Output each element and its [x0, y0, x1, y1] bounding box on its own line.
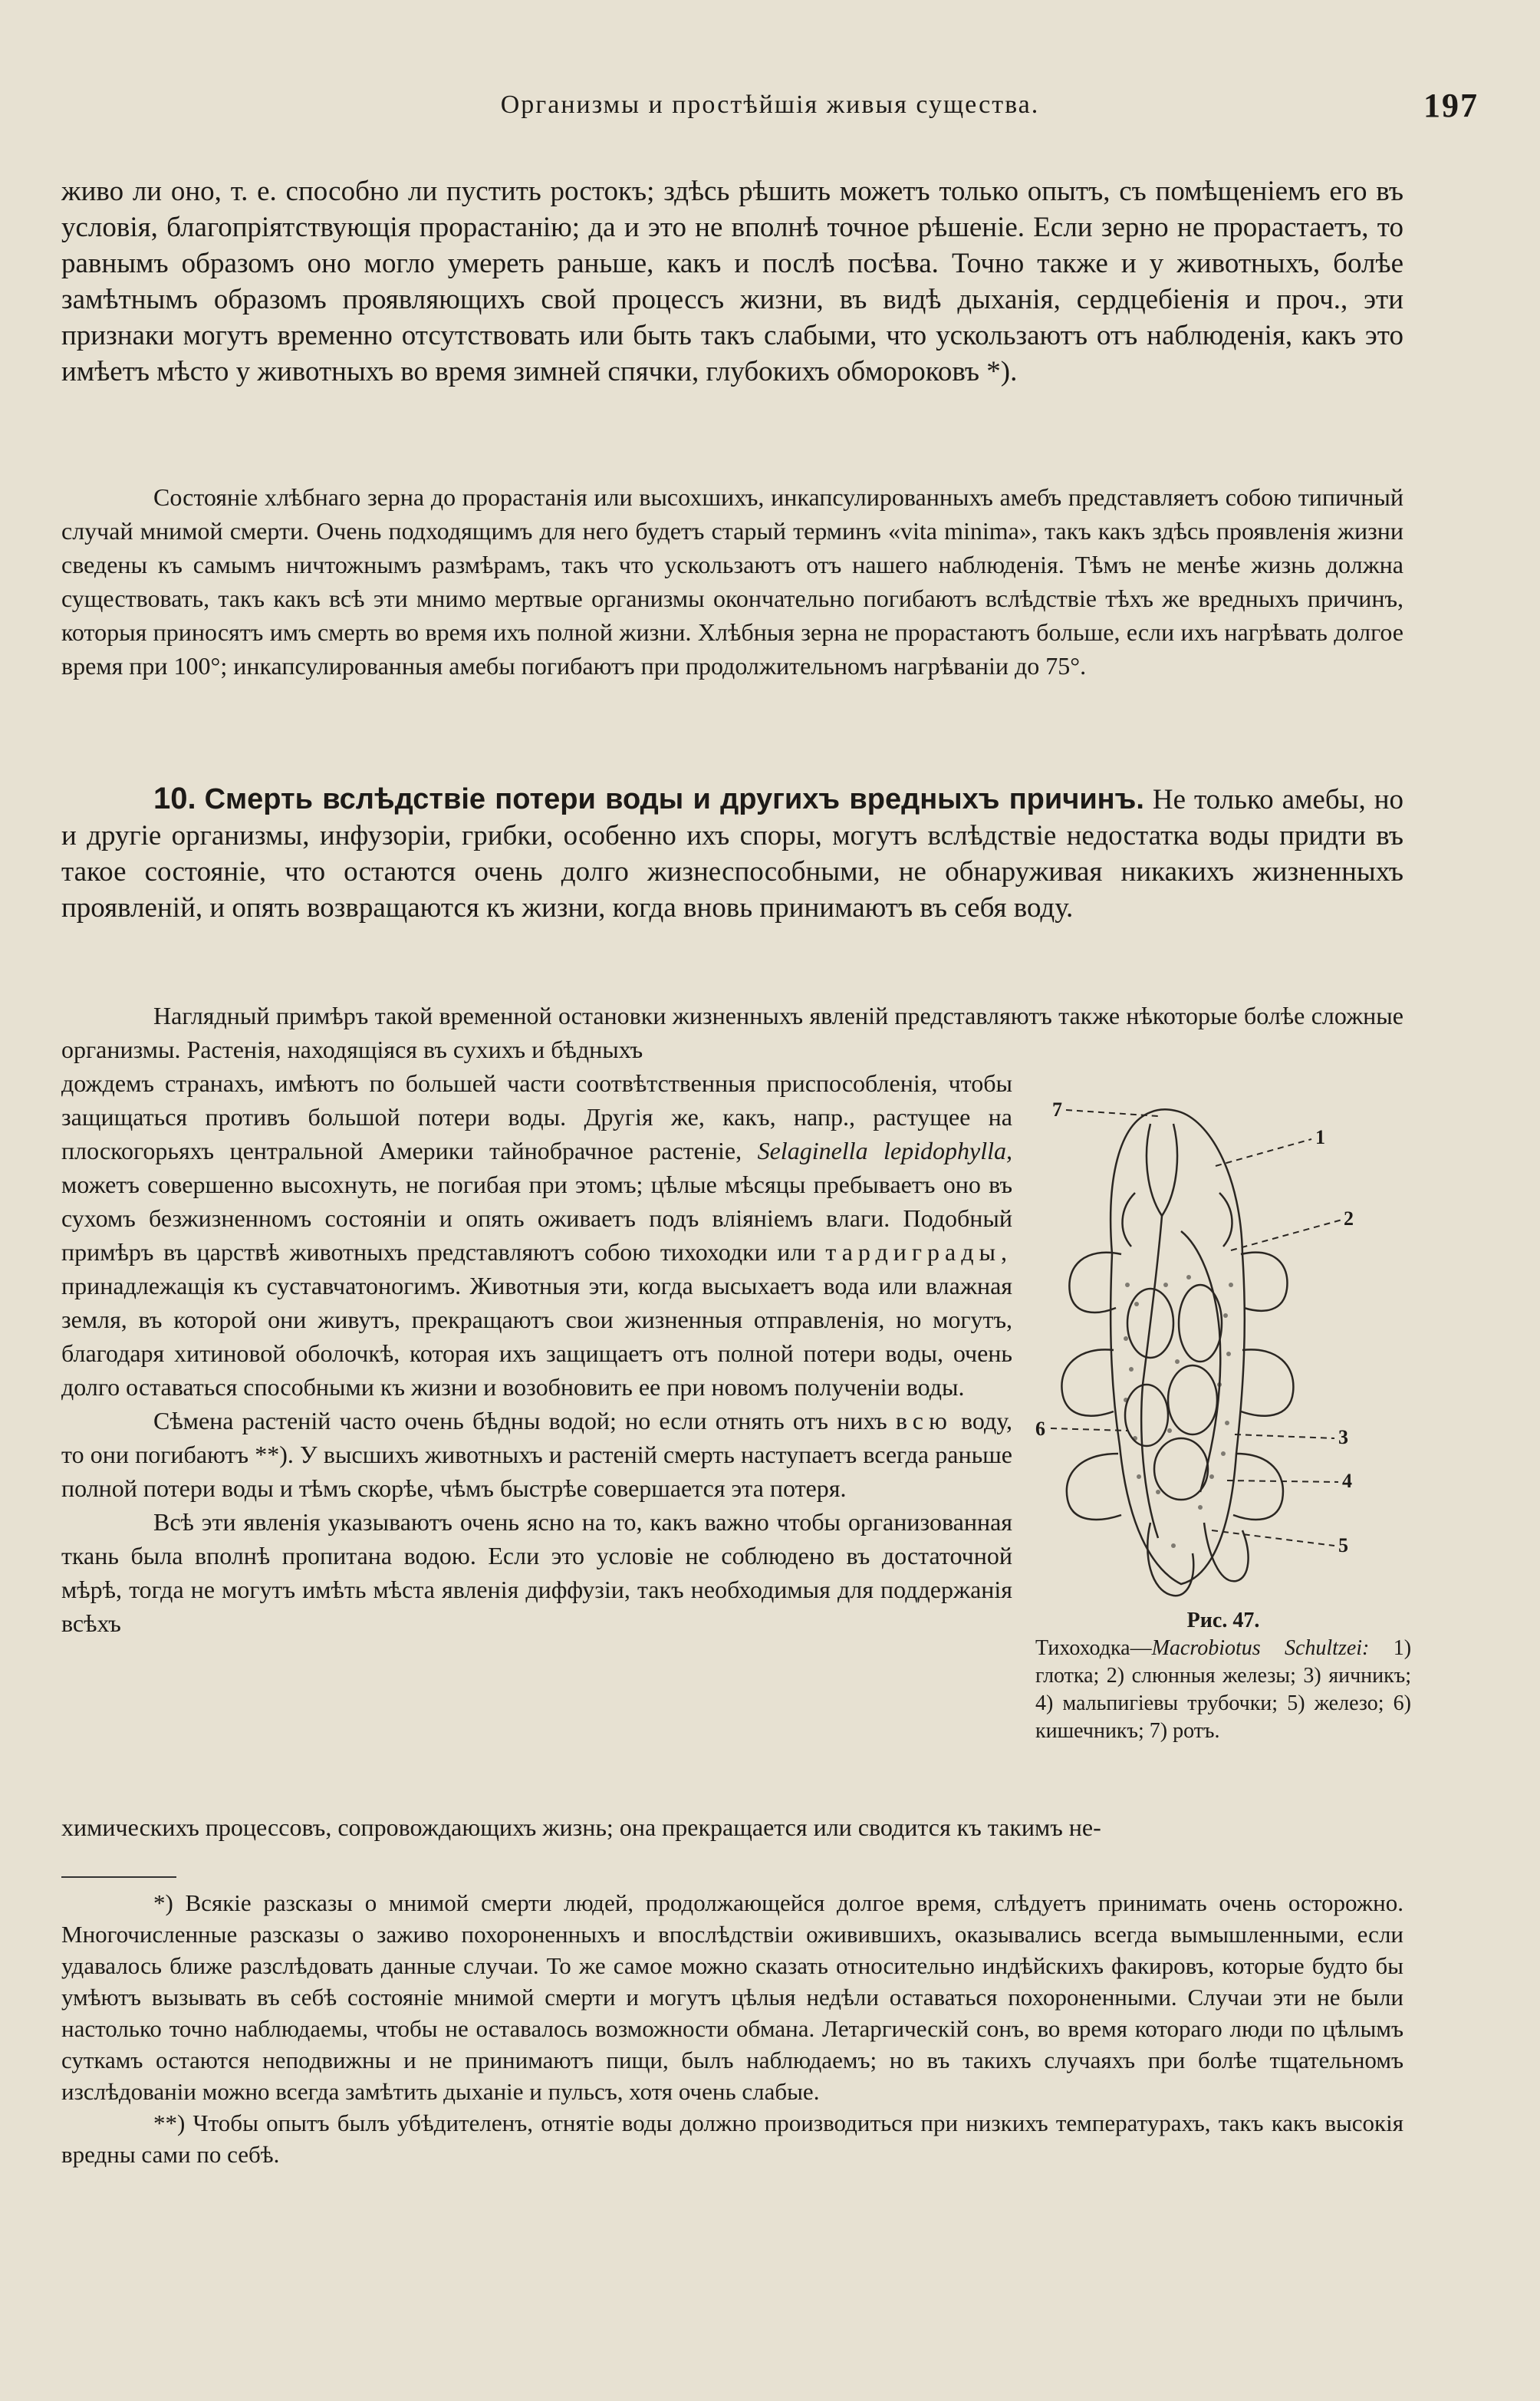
paragraph-4-top-block	[61, 999, 1403, 1066]
page-number: 197	[1423, 87, 1479, 124]
running-head	[61, 87, 1479, 129]
paragraph-5-text-b: воду, то они погибаютъ **). У высшихъ животныхъ и растеній смерть наступаетъ всегда раньше полной потери воды и тѣмъ скорѣе, чѣмъ быстрѣе совершается эта потеря.	[61, 1407, 1013, 1502]
paragraph-4-text-d: принадлежащія къ суставчатоногимъ. Животныя эти, когда высыхаетъ вода или влажная земля, въ которой они живутъ, прекращаютъ свои жизненныя отправленія, но могутъ, благодаря хитиновой оболочкѣ, которая ихъ защищаетъ отъ полной потери воды, очень долго оставаться способными къ жизни и возобновить ее при новомъ полученіи воды.	[61, 1272, 1012, 1401]
paragraph-6-tail: химическихъ процессовъ, сопровождающихъ жизнь; она прекращается или сводится къ такимъ не-	[61, 1813, 1101, 1841]
section-number: 10.	[153, 782, 196, 815]
caption-title: Рис. 47.	[1186, 1609, 1260, 1632]
paragraph-4-text-b: дождемъ странахъ, имѣютъ по большей части соотвѣтственныя приспособленія, чтобы защищаться противъ большой потери воды. Другія же, какъ, напр., растущее на плоскогорьяхъ центральной Америки тайнобрачное растеніе,	[61, 1069, 1012, 1164]
figure-label-5: 5	[1338, 1534, 1348, 1556]
paragraph-6-tail-block	[61, 1810, 1403, 1844]
caption-text: 1) глотка; 2) слюнныя железы; 3) яичникъ; 4) мальпигіевы трубочки; 5) железо; 6) кишечникъ; 7) ротъ.	[1035, 1636, 1412, 1743]
section-10-paragraph	[61, 781, 1403, 926]
figure-label-3: 3	[1338, 1426, 1348, 1448]
emphasis-all: всю	[895, 1407, 953, 1434]
figure-caption	[1035, 1607, 1411, 1745]
paragraph-4-text-c: можетъ совершенно высохнуть, не погибая при этомъ; цѣлые мѣсяцы пребываетъ оно въ сухомъ безжизненномъ состояніи и опять оживаетъ подъ вліяніемъ влаги. Подобный примѣръ въ царствѣ животныхъ представляютъ собою тихоходки или	[61, 1171, 1012, 1266]
paragraph-1: живо ли оно, т. е. способно ли пустить ростокъ; здѣсь рѣшить можетъ только опытъ, съ помѣщеніемъ его въ условія, благопріятствующія прорастанію; да и это не вполнѣ точное рѣшеніе. Если зерно не прорастаетъ, то равнымъ образомъ оно могло умереть раньше, какъ и послѣ посѣва. Точно также и у животныхъ, болѣе замѣтнымъ образомъ проявляющихъ свой процессъ жизни, въ видѣ дыханія, сердцебіенія и проч., эти признаки могутъ временно отсутствовать или быть такъ слабыми, что ускользаютъ отъ наблюденія, какъ это имѣетъ мѣсто у животныхъ во время зимней спячки, глубокихъ обмороковъ *).	[61, 176, 1403, 387]
species-selaginella: Selaginella lepidophylla,	[757, 1137, 1013, 1164]
caption-species: Macrobiotus Schultzei:	[1151, 1636, 1370, 1660]
figure-label-2: 2	[1344, 1207, 1354, 1230]
footnote-2: **) Чтобы опытъ былъ убѣдителенъ, отнятіе воды должно производиться при низкихъ температурахъ, такъ какъ высокія вредны сами по себѣ.	[61, 2110, 1403, 2168]
section-title: Смерть вслѣдствіе потери воды и другихъ вредныхъ причинъ.	[204, 783, 1144, 815]
paragraph-6: Всѣ эти явленія указываютъ очень ясно на то, какъ важно чтобы организованная ткань была вполнѣ пропитана водою. Если это условіе не соблюдено въ достаточной мѣрѣ, тогда не могутъ имѣть мѣста явленія диффузіи, такъ необходимыя для поддержанія всѣхъ	[61, 1508, 1012, 1637]
figure-label-7: 7	[1052, 1098, 1062, 1121]
footnote-divider	[61, 1876, 176, 1878]
figure-label-1: 1	[1315, 1126, 1325, 1148]
paragraph-1-block	[61, 173, 1403, 390]
caption-lead: Тихоходка—	[1035, 1636, 1152, 1660]
section-10-text: Не только амебы, но и другіе организмы, инфузоріи, грибки, особенно ихъ споры, могутъ вслѣдствіе недостатка воды придти въ такое состояніе, что остаются очень долго жизнеспособными, не обнаруживая никакихъ жизненныхъ проявленій, и опять возвращаются къ жизни, когда вновь принимаютъ въ себя воду.	[61, 784, 1404, 924]
paragraph-2: Состояніе хлѣбнаго зерна до прорастанія или высохшихъ, инкапсулированныхъ амебъ представляетъ собою типичный случай мнимой смерти. Очень подходящимъ для него будетъ старый терминъ «vita minima», такъ какъ здѣсь проявленія жизни сведены къ самымъ ничтожнымъ размѣрамъ, такъ что ускользаютъ отъ нашего наблюденія. Тѣмъ не менѣе жизнь должна существовать, такъ какъ всѣ эти мнимо мертвые организмы окончательно погибаютъ вслѣдствіе тѣхъ же вредныхъ причинъ, которыя приносятъ имъ смерть во время ихъ полной жизни. Хлѣбныя зерна не прорастаютъ больше, если ихъ нагрѣвать долгое время при 100°; инкапсулированныя амебы погибаютъ при продолжительномъ нагрѣваніи до 75°.	[61, 483, 1403, 680]
paragraph-5	[61, 1404, 1012, 1505]
paragraph-4-intro: Наглядный примѣръ такой временной остановки жизненныхъ явленій представляютъ также нѣкоторые болѣе сложные организмы. Растенія, находящіяся въ сухихъ и бѣдныхъ	[61, 1002, 1403, 1063]
footnote-1: *) Всякіе разсказы о мнимой смерти людей, продолжающейся долгое время, слѣдуетъ принимать очень осторожно. Многочисленные разсказы о заживо похороненныхъ и впослѣдствіи оживившихъ, оказывались всегда вымышленными, если удавалось ближе разслѣдовать данные случаи. То же самое можно сказать относительно индѣйскихъ факировъ, которые будто бы умѣютъ вызывать въ себѣ состояніе мнимой смерти и могутъ цѣлыя недѣли оставаться похороненными. Случаи эти не были настолько точно наблюдаемы, чтобы не оставалось возможности обмана. Летаргическій сонъ, во время котораго люди по цѣлымъ суткамъ остаются неподвижны и не принимаютъ пищи, былъ наблюдаемъ; но въ такихъ случаяхъ при болѣе тщательномъ изслѣдованіи можно всегда замѣтить дыханіе и пульсъ, хотя очень слабые.	[61, 1889, 1403, 2105]
footnotes	[61, 1887, 1403, 2170]
paragraph-2-block	[61, 480, 1403, 683]
tardigrade-figure	[1035, 1093, 1419, 1603]
left-column-block	[61, 1066, 1012, 1640]
figure-label-6: 6	[1035, 1418, 1045, 1440]
paragraph-5-text-a: Сѣмена растеній часто очень бѣдны водой; но если отнять отъ нихъ	[153, 1407, 887, 1434]
figure-label-4: 4	[1342, 1470, 1352, 1492]
term-tardigrades: тардиграды,	[825, 1238, 1013, 1266]
running-title: Организмы и простѣйшія живыя существа.	[500, 91, 1040, 119]
tardigrade-illustration	[1035, 1093, 1419, 1603]
section-10-block	[61, 781, 1403, 926]
paragraph-4-body	[61, 1066, 1012, 1404]
